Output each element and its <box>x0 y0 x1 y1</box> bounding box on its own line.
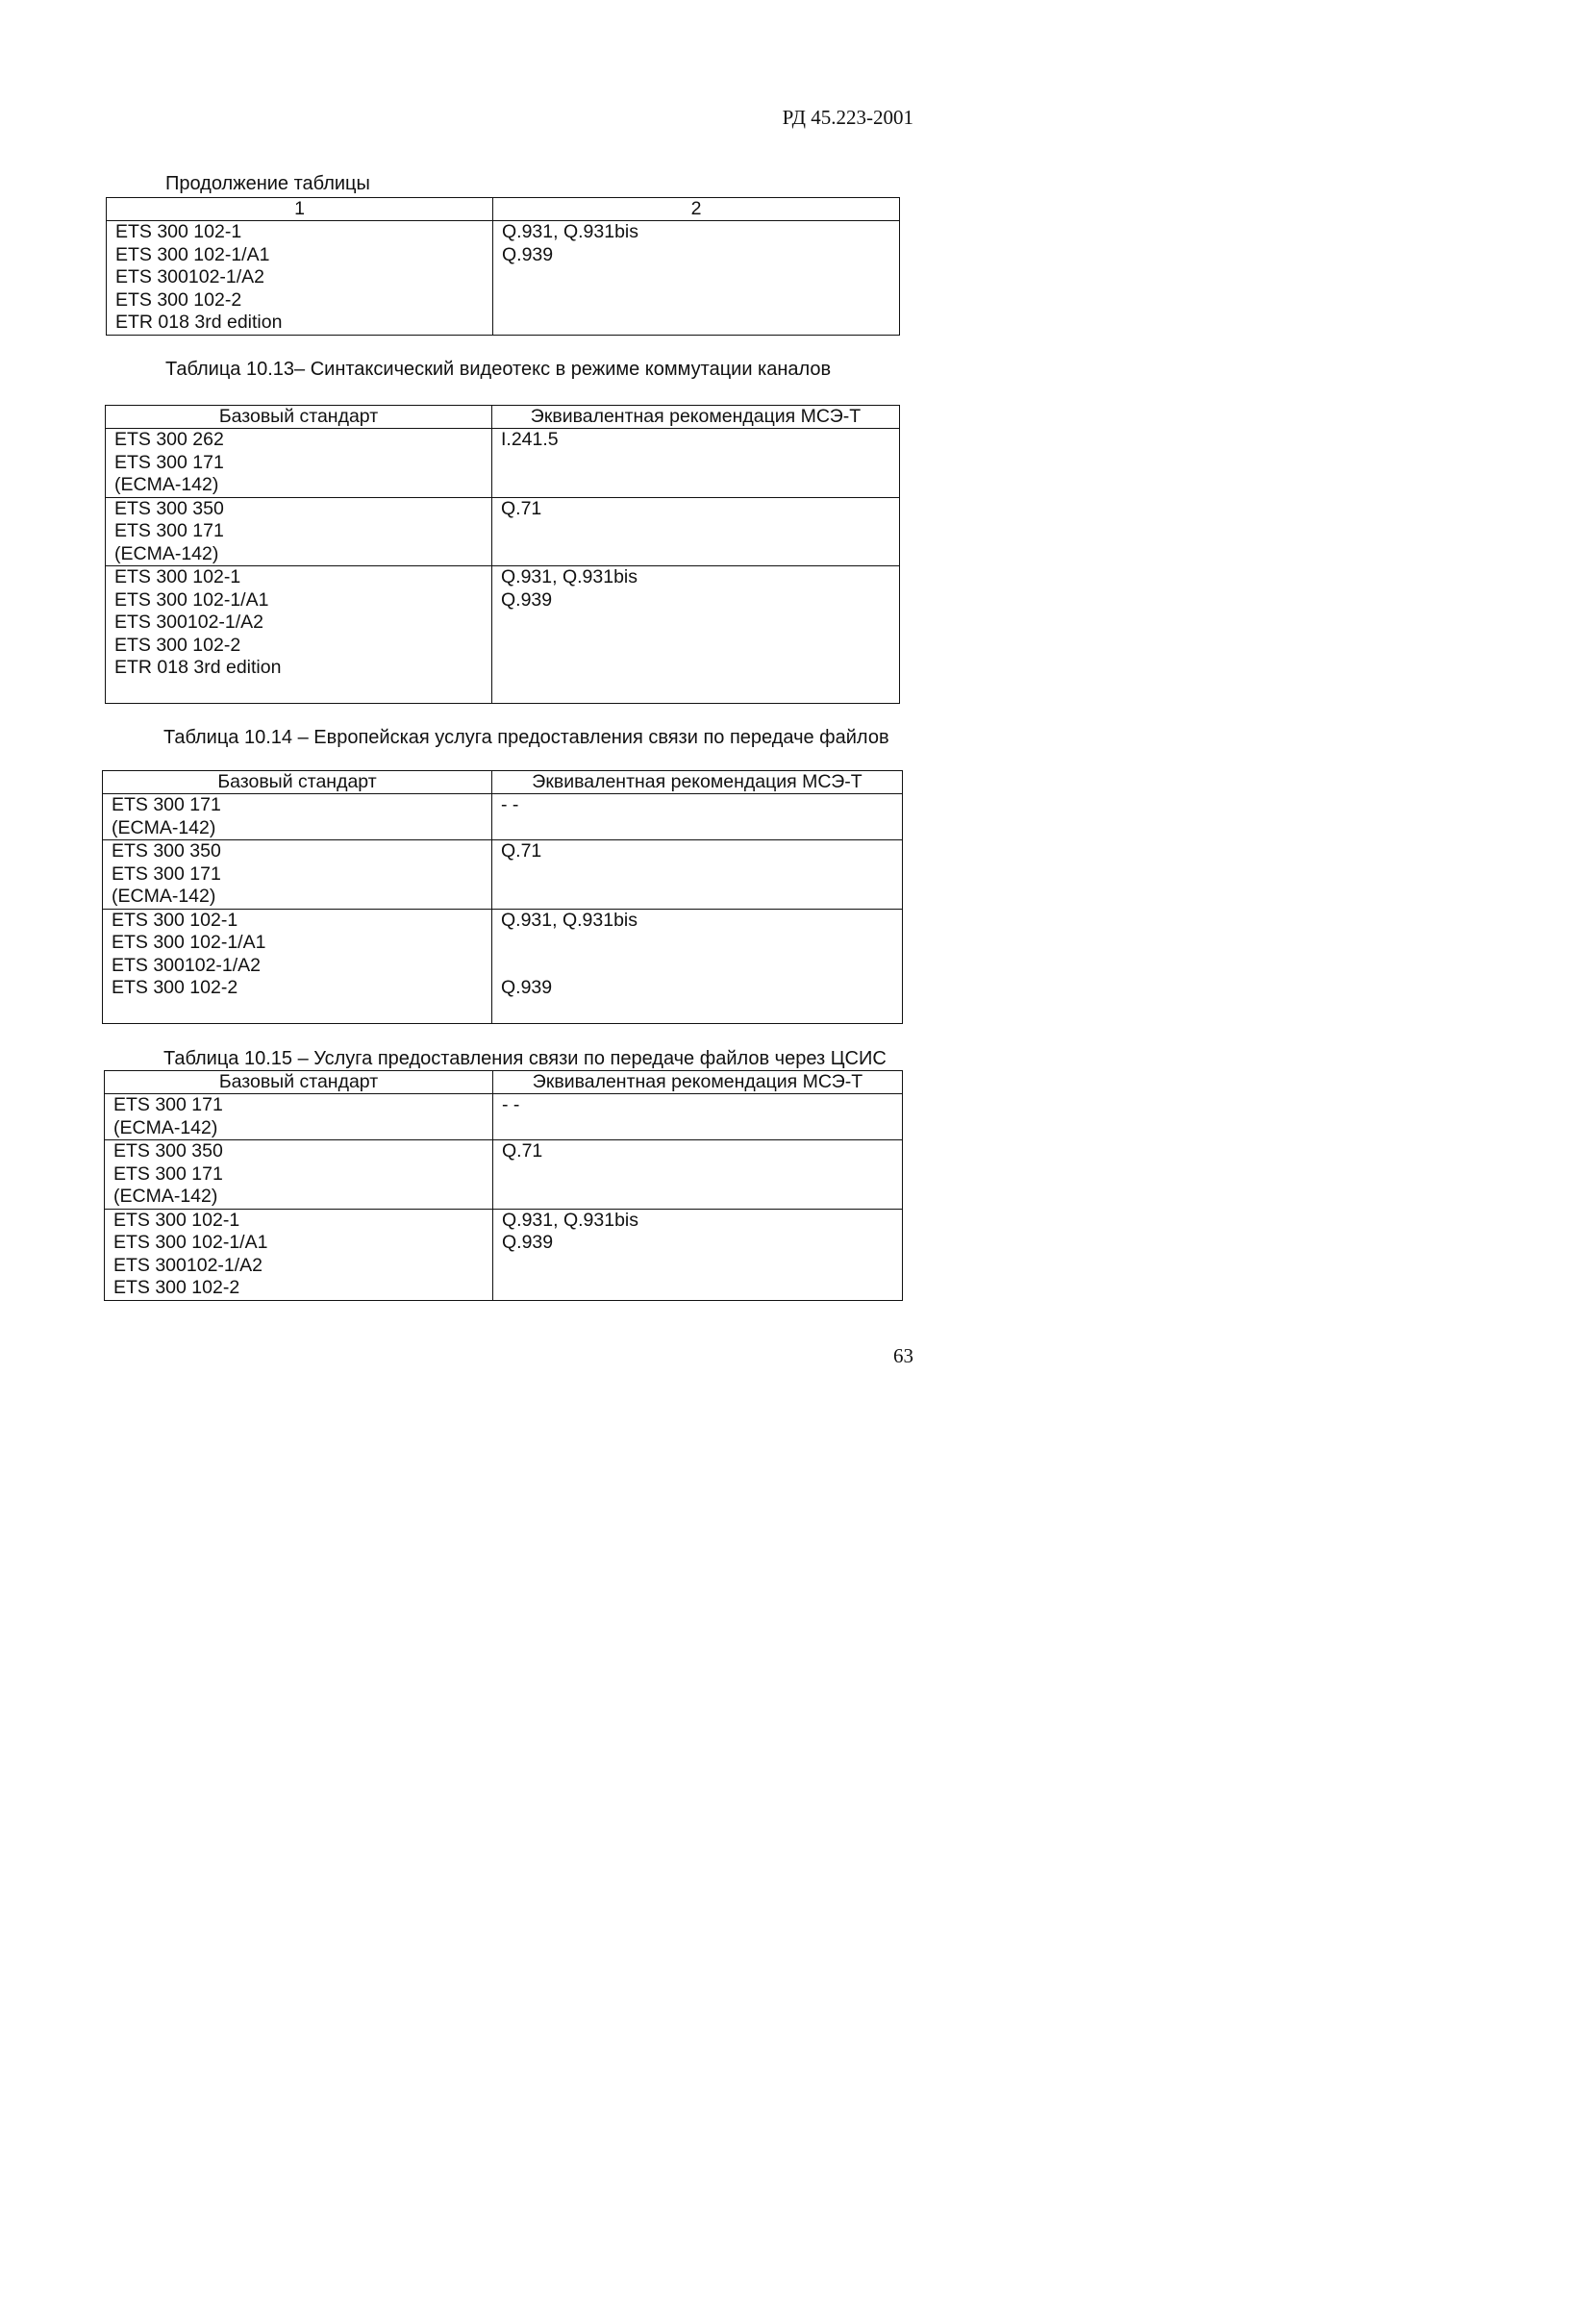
table-row <box>106 497 900 566</box>
standard-line: ETR 018 3rd edition <box>115 312 283 333</box>
recommendation-line: Q.931, Q.931bis <box>501 909 638 931</box>
base-standard-cell <box>106 429 492 498</box>
standard-line: ETS 300 102-1 <box>112 909 238 931</box>
recommendation-line <box>501 955 902 978</box>
recommendation-line: Q.939 <box>502 243 554 265</box>
standard-line: (ECMA-142) <box>113 1116 218 1138</box>
table-10-15 <box>104 1070 903 1301</box>
standard-line: ETS 300 171 <box>112 794 221 815</box>
column-header: Эквивалентная рекомендация МСЭ-Т <box>492 771 903 794</box>
itu-recommendation-cell <box>492 794 903 840</box>
table-row <box>105 1094 903 1140</box>
table-row <box>106 566 900 704</box>
standard-line: (ECMA-142) <box>112 886 216 907</box>
standard-line: ETS 300 171 <box>114 451 224 473</box>
standard-line: ETS 300 102-2 <box>112 977 238 998</box>
column-header: Эквивалентная рекомендация МСЭ-Т <box>493 1071 903 1094</box>
itu-recommendation-cell <box>492 840 903 910</box>
base-standard-cell <box>107 221 493 336</box>
recommendation-line: Q.71 <box>502 1140 543 1162</box>
base-standard-cell <box>106 497 492 566</box>
recommendation-line: Q.931, Q.931bis <box>502 1209 639 1231</box>
recommendation-line: - - <box>502 1094 520 1115</box>
continuation-caption: Продолжение таблицы <box>165 173 370 194</box>
standard-line: ETS 300 102-2 <box>115 288 242 311</box>
standard-line: ETS 300 262 <box>114 429 224 450</box>
standard-line: ETR 018 3rd edition <box>114 657 282 678</box>
standard-line: ETS 300 350 <box>113 1140 223 1162</box>
column-header: Базовый стандарт <box>105 1071 493 1094</box>
base-standard-cell <box>106 566 492 704</box>
recommendation-line: Q.939 <box>501 977 553 998</box>
standard-line: ETS 300 102-2 <box>114 634 241 656</box>
itu-recommendation-cell <box>493 221 900 336</box>
column-header: Базовый стандарт <box>106 406 492 429</box>
table-row <box>107 221 900 336</box>
base-standard-cell <box>105 1094 493 1140</box>
standard-line: ETS 300 102-1/A1 <box>112 932 266 953</box>
standard-line: ETS 300 171 <box>114 520 224 541</box>
recommendation-line: I.241.5 <box>501 429 559 450</box>
standard-line: ETS 300 102-1 <box>114 566 241 587</box>
itu-recommendation-cell <box>492 909 903 1023</box>
standard-line: (ECMA-142) <box>113 1186 218 1207</box>
continuation-table <box>106 197 900 336</box>
standard-line: ETS 300 350 <box>114 497 224 519</box>
base-standard-cell <box>103 794 492 840</box>
base-standard-cell <box>105 1140 493 1210</box>
standard-line: (ECMA-142) <box>114 542 219 564</box>
recommendation-line: Q.931, Q.931bis <box>501 566 638 587</box>
standard-line: (ECMA-142) <box>114 474 219 495</box>
standard-line: ETS 300102-1/A2 <box>114 612 264 633</box>
recommendation-line: Q.71 <box>501 840 542 862</box>
table-row <box>103 840 903 910</box>
itu-recommendation-cell <box>492 497 900 566</box>
standard-line: ETS 300 350 <box>112 840 221 862</box>
standard-line: ETS 300 102-1 <box>113 1209 240 1231</box>
standard-line: ETS 300 171 <box>112 862 221 885</box>
table-row <box>105 1209 903 1300</box>
column-header: Базовый стандарт <box>103 771 492 794</box>
standard-line: ETS 300 102-1/A1 <box>115 243 270 265</box>
recommendation-line: - - <box>501 794 519 815</box>
table-10-15-caption: Таблица 10.15 – Услуга предоставления связи по передаче файлов через ЦСИС <box>163 1048 887 1069</box>
itu-recommendation-cell <box>493 1140 903 1210</box>
table-10-14 <box>102 770 903 1024</box>
table-10-13-caption: Таблица 10.13– Синтаксический видеотекс в режиме коммутации каналов <box>165 359 832 380</box>
standard-line: ETS 300102-1/A2 <box>115 266 265 287</box>
standard-line: ETS 300102-1/A2 <box>113 1254 263 1276</box>
standard-line: ETS 300 171 <box>113 1162 223 1185</box>
itu-recommendation-cell <box>492 566 900 704</box>
column-header: 2 <box>493 198 900 221</box>
table-row <box>103 909 903 1023</box>
standard-line: ETS 300 171 <box>113 1094 223 1115</box>
base-standard-cell <box>103 840 492 910</box>
column-header: Эквивалентная рекомендация МСЭ-Т <box>492 406 900 429</box>
standard-line: ETS 300 102-1 <box>115 221 242 242</box>
standard-line: (ECMA-142) <box>112 816 216 838</box>
table-row <box>103 794 903 840</box>
itu-recommendation-cell <box>493 1209 903 1300</box>
itu-recommendation-cell <box>493 1094 903 1140</box>
table-row <box>106 429 900 498</box>
standard-line: ETS 300 102-2 <box>113 1277 240 1298</box>
recommendation-line <box>501 932 902 955</box>
recommendation-line: Q.939 <box>501 588 553 611</box>
standard-line: ETS 300102-1/A2 <box>112 954 262 976</box>
column-header: 1 <box>107 198 493 221</box>
standard-line: ETS 300 102-1/A1 <box>113 1232 268 1253</box>
standard-line: ETS 300 102-1/A1 <box>114 588 269 611</box>
base-standard-cell <box>103 909 492 1023</box>
recommendation-line: Q.939 <box>502 1232 554 1253</box>
table-row <box>105 1140 903 1210</box>
itu-recommendation-cell <box>492 429 900 498</box>
recommendation-line: Q.71 <box>501 497 542 519</box>
document-code: РД 45.223-2001 <box>782 106 913 129</box>
table-10-13 <box>105 405 900 704</box>
table-10-14-caption: Таблица 10.14 – Европейская услуга предоставления связи по передаче файлов <box>163 727 889 748</box>
base-standard-cell <box>105 1209 493 1300</box>
recommendation-line: Q.931, Q.931bis <box>502 221 639 242</box>
page-number: 63 <box>893 1344 913 1367</box>
